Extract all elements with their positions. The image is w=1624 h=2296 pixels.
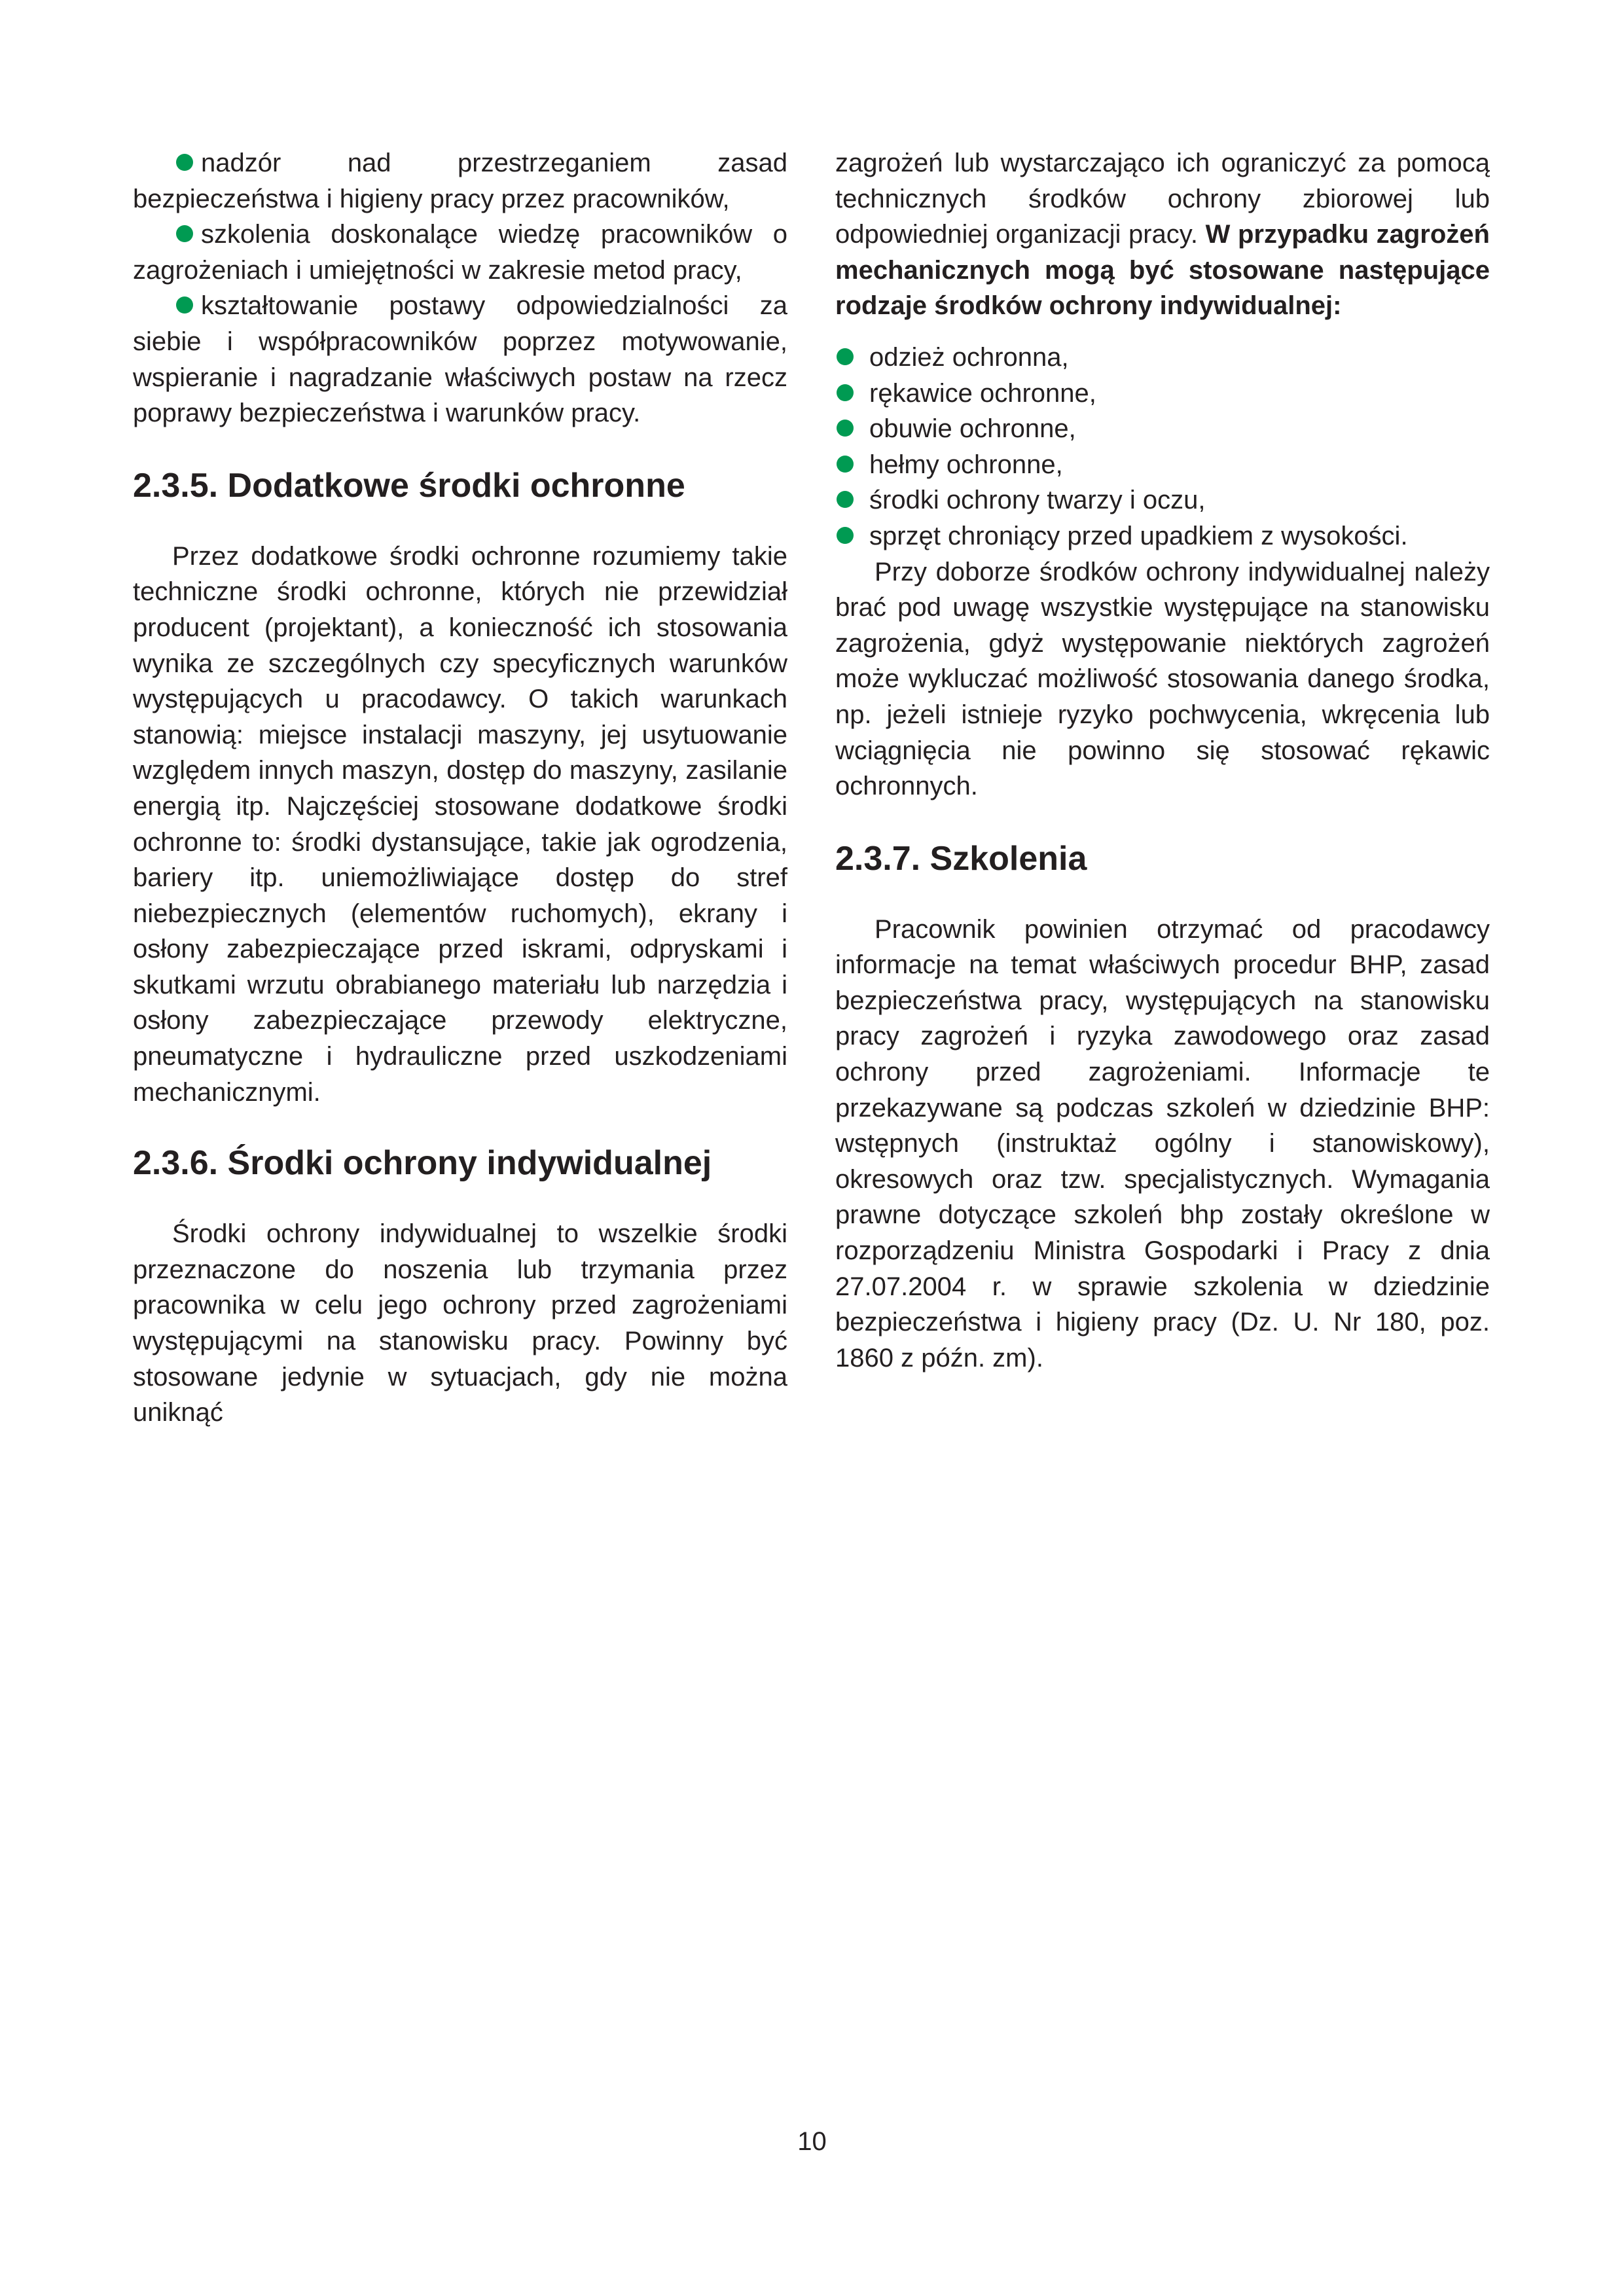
left-column bbox=[133, 145, 787, 1431]
list-item-text: obuwie ochronne, bbox=[869, 414, 1076, 444]
list-item-text: odzież ochronna, bbox=[869, 342, 1069, 372]
bullet-dot-icon bbox=[837, 456, 854, 473]
bullet-dot-icon bbox=[837, 491, 854, 508]
bullet-dot-icon bbox=[837, 348, 854, 365]
paragraph-intro bbox=[835, 145, 1490, 324]
paragraph-szkolenia: Pracownik powinien otrzymać od pracodawcy informacje na temat właściwych procedur BHP, zasad bezpieczeństwa pracy, występujących na stanowisku pracy zagrożeń i ryzyka zawodowego oraz zasad ochrony przed zagrożeniami. Informacje te przekazywane są podczas szkoleń w dziedzinie BHP: wstępnych (instruktaż ogólny i stanowiskowy), okresowych oraz tzw. specjalistycznych. Wymagania prawne dotyczące szkoleń bhp zostały określone w rozporządzeniu Ministra Gospodarki i Pracy z dnia 27.07.2004 r. w sprawie szkolenia w dziedzinie bezpieczeństwa i higieny pracy (Dz. U. Nr 180, poz. 1860 z późn. zm). bbox=[835, 914, 1490, 1372]
section-heading-2-3-5: 2.3.5. Dodatkowe środki ochronne bbox=[133, 466, 685, 505]
list-item-text: hełmy ochronne, bbox=[869, 450, 1063, 479]
bullet-dot-icon bbox=[176, 225, 193, 242]
paragraph-dodatkowe-srodki: Przez dodatkowe środki ochronne rozumiemy takie techniczne środki ochronne, których nie przewidział producent (projektant), a konieczność ich stosowania wynika ze szczególnych czy specyficznych warunków występujących u pracodawcy. O takich warunkach stanowią: miejsce instalacji maszyny, jej usytuowanie względem innych maszyn, dostęp do maszyny, zasilanie energią itp. Najczęściej stosowane dodatkowe środki ochronne to: środki dystansujące, takie jak ogrodzenia, bariery itp. uniemożliwiające dostęp do stref niebezpiecznych (elementów ruchomych), ekrany i osłony zabezpieczające przed iskrami, odpryskami i skutkami wrzutu obrabianego materiału lub narzędzia i osłony zabezpieczające przewody elektryczne, pneumatyczne i hydrauliczne przed uszkodzeniami mechanicznymi. bbox=[133, 541, 787, 1107]
page-number: 10 bbox=[797, 2127, 827, 2156]
list-item bbox=[835, 518, 1490, 554]
list-item bbox=[835, 411, 1490, 447]
intro-text: zagrożeń lub wystarczająco ich ograniczyć za pomocą technicznych środków ochrony zbiorowej lub odpowiedniej organizacji pracy. bbox=[835, 149, 1490, 249]
list-item-text: sprzęt chroniący przed upadkiem z wysokości. bbox=[869, 521, 1408, 550]
bullet-dot-icon bbox=[176, 296, 193, 314]
section-heading-2-3-6: 2.3.6. Środki ochrony indywidualnej bbox=[133, 1144, 712, 1183]
paragraph-dobor: Przy doborze środków ochrony indywidualnej należy brać pod uwagę wszystkie występujące na stanowisku zagrożenia, gdyż występowanie niektórych zagrożeń może wykluczać możliwość stosowania danego środka, np. jeżeli istnieje ryzyko pochwycenia, wkręcenia lub wciągnięcia nie powinno się stosować rękawic ochronnych. bbox=[835, 557, 1490, 801]
bullet-dot-icon bbox=[837, 384, 854, 401]
paragraph-srodki-ochrony: Środki ochrony indywidualnej to wszelkie środki przeznaczone do noszenia lub trzymania przez pracownika w celu jego ochrony przed zagrożeniami występującymi na stanowisku pracy. Powinny być stosowane jedynie w sytuacjach, gdy nie można uniknąć bbox=[133, 1219, 787, 1427]
bullet-dot-icon bbox=[837, 527, 854, 544]
bullet-list-left bbox=[133, 145, 787, 431]
list-item-text: nadzór nad przestrzeganiem zasad bezpieczeństwa i higieny pracy przez pracowników, bbox=[133, 149, 787, 213]
list-item bbox=[835, 340, 1490, 376]
right-column bbox=[835, 145, 1490, 1376]
section-heading-2-3-7: 2.3.7. Szkolenia bbox=[835, 839, 1087, 878]
bullet-dot-icon bbox=[837, 420, 854, 437]
list-item-text: kształtowanie postawy odpowiedzialności za siebie i współpracowników poprzez motywowanie, wspieranie i nagradzanie właściwych postaw na rzecz poprawy bezpieczeństwa i warunków pracy. bbox=[133, 291, 787, 428]
bullet-list-right bbox=[835, 340, 1490, 554]
list-item bbox=[835, 376, 1490, 412]
list-item bbox=[133, 217, 787, 288]
list-item bbox=[133, 288, 787, 431]
intro-bold-text: W przypadku zagrożeń mechanicznych mogą być stosowane następujące rodzaje środków ochrony indywidualnej: bbox=[835, 220, 1490, 321]
list-item-text: rękawice ochronne, bbox=[869, 378, 1096, 408]
list-item bbox=[835, 447, 1490, 483]
bullet-dot-icon bbox=[176, 154, 193, 171]
list-item bbox=[133, 145, 787, 217]
list-item-text: szkolenia doskonalące wiedzę pracowników o zagrożeniach i umiejętności w zakresie metod pracy, bbox=[133, 220, 787, 285]
list-item-text: środki ochrony twarzy i oczu, bbox=[869, 486, 1206, 515]
list-item bbox=[835, 482, 1490, 518]
